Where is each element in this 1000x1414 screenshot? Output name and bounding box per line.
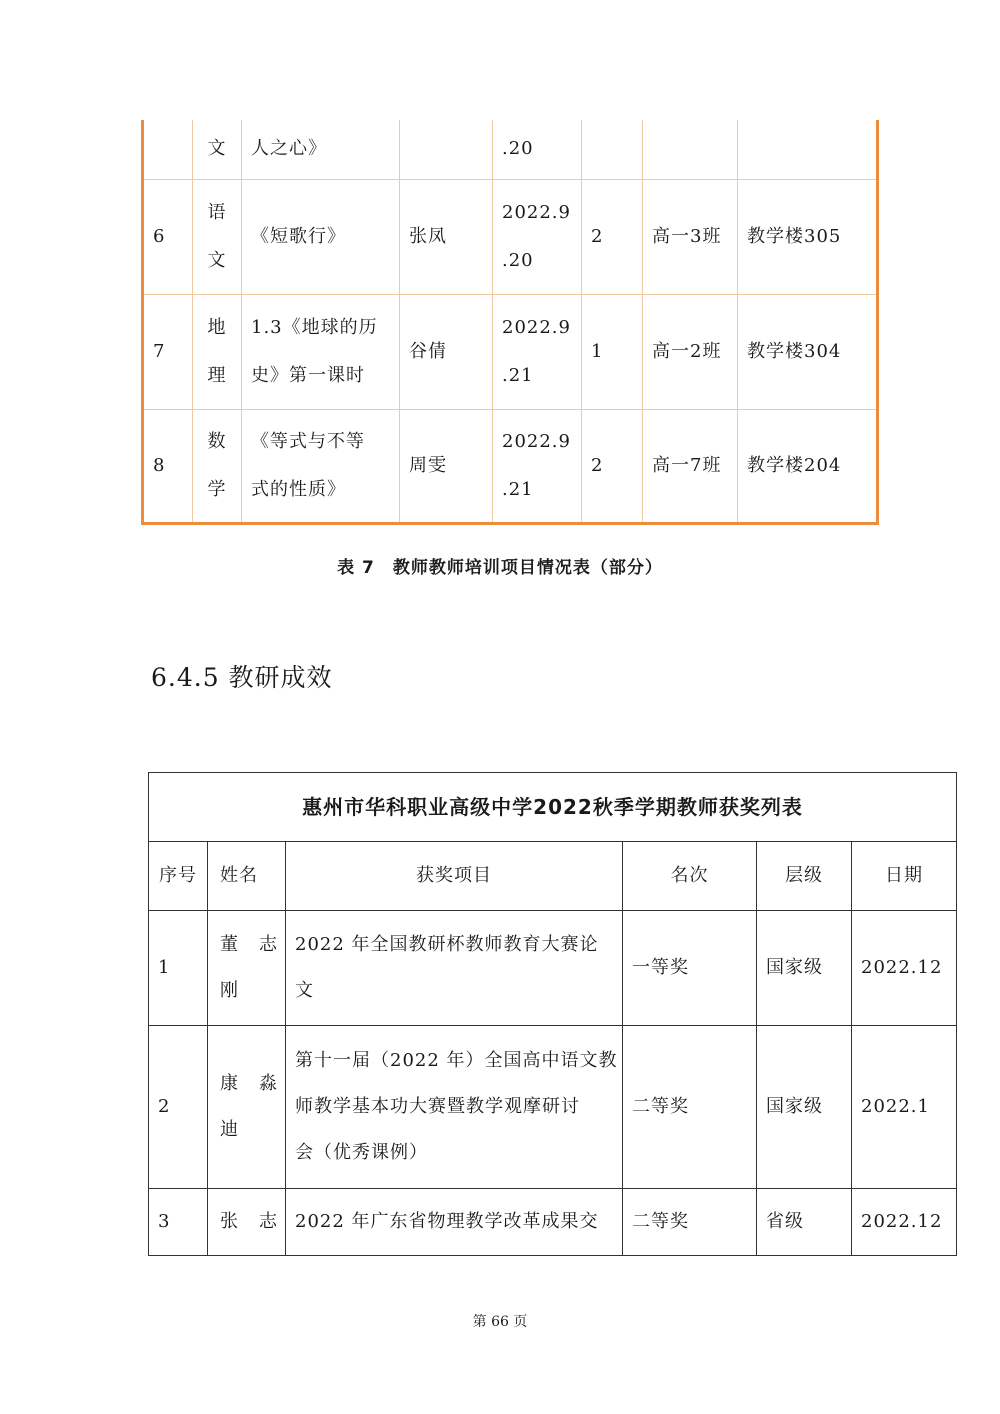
cell-title-line: 《等式与不等 (251, 430, 365, 452)
cell-project (286, 1026, 623, 1189)
cell-rank: 一等奖 (623, 911, 757, 1026)
column-header: 序号 (149, 842, 208, 911)
cell-teacher: 周雯 (400, 409, 493, 523)
cell-date (493, 179, 582, 294)
table-row (149, 1026, 957, 1189)
cell-date-line: .20 (502, 249, 534, 271)
cell-place: 教学楼204 (738, 409, 878, 523)
cell-title: 人之心》 (242, 120, 400, 179)
cell-project-line: 2022 年全国教研杯教师教育大赛论 (295, 934, 599, 955)
cell-teacher: 张凤 (400, 179, 493, 294)
awards-table (148, 772, 957, 1256)
cell-project (286, 911, 623, 1026)
cell-teacher (400, 120, 493, 179)
cell-project: 2022 年广东省物理教学改革成果交 (286, 1189, 623, 1256)
cell-subject (193, 409, 242, 523)
table-row (143, 120, 878, 179)
cell-no: 2 (149, 1026, 208, 1189)
cell-subject (193, 294, 242, 409)
cell-date-line: .21 (502, 364, 534, 386)
column-header: 日期 (852, 842, 957, 911)
cell-date (493, 409, 582, 523)
table-row (143, 179, 878, 294)
awards-header-row (149, 842, 957, 911)
cell-name-line: 迪 (220, 1119, 239, 1140)
cell-name (208, 911, 286, 1026)
cell-level: 国家级 (757, 911, 852, 1026)
cell-no: 7 (143, 294, 193, 409)
cell-class: 高一7班 (643, 409, 738, 523)
cell-subject-line: 文 (207, 249, 227, 271)
cell-place (738, 120, 878, 179)
column-header: 姓名 (208, 842, 286, 911)
cell-no: 6 (143, 179, 193, 294)
column-header: 名次 (623, 842, 757, 911)
cell-no: 8 (143, 409, 193, 523)
cell-date: 2022.1 (852, 1026, 957, 1189)
cell-title-line: 式的性质》 (251, 478, 346, 500)
section-heading: 6.4.5 教研成效 (151, 663, 333, 692)
cell-name (208, 1189, 286, 1256)
column-header: 层级 (757, 842, 852, 911)
cell-class: 高一3班 (643, 179, 738, 294)
cell-title (242, 409, 400, 523)
page-number: 第 66 页 (472, 1314, 528, 1330)
cell-period: 2 (582, 179, 643, 294)
cell-date: 2022.12 (852, 1189, 957, 1256)
cell-title: 《短歌行》 (242, 179, 400, 294)
table-row (143, 294, 878, 409)
column-header: 获奖项目 (286, 842, 623, 911)
cell-title-line: 史》第一课时 (251, 364, 365, 386)
cell-rank: 二等奖 (623, 1189, 757, 1256)
cell-subject (193, 179, 242, 294)
cell-name-line: 张 志 (220, 1211, 278, 1232)
cell-class (643, 120, 738, 179)
cell-period: 1 (582, 294, 643, 409)
cell-period: 2 (582, 409, 643, 523)
cell-name-line: 刚 (220, 980, 239, 1001)
cell-date: 2022.12 (852, 911, 957, 1026)
cell-date-line: 2022.9 (502, 316, 571, 338)
cell-level: 省级 (757, 1189, 852, 1256)
cell-date-line: 2022.9 (502, 430, 571, 452)
cell-project-line: 师教学基本功大赛暨教学观摩研讨 (295, 1096, 580, 1117)
cell-class: 高一2班 (643, 294, 738, 409)
cell-no (143, 120, 193, 179)
cell-date-line: .21 (502, 478, 534, 500)
cell-no: 1 (149, 911, 208, 1026)
cell-name-line: 康 淼 (220, 1073, 278, 1094)
awards-title: 惠州市华科职业高级中学2022秋季学期教师获奖列表 (149, 773, 957, 842)
cell-place: 教学楼304 (738, 294, 878, 409)
cell-level: 国家级 (757, 1026, 852, 1189)
cell-subject-line: 学 (207, 478, 227, 500)
table-row (149, 1189, 957, 1256)
cell-date-line: 2022.9 (502, 201, 571, 223)
cell-date (493, 294, 582, 409)
cell-name-line: 董 志 (220, 934, 278, 955)
awards-title-row (149, 773, 957, 842)
cell-subject-line: 语 (207, 201, 227, 223)
cell-project-line: 会（优秀课例） (295, 1142, 428, 1163)
training-table (141, 120, 879, 525)
cell-subject: 文 (193, 120, 242, 179)
cell-project-line: 文 (295, 980, 314, 1001)
cell-subject-line: 数 (207, 430, 227, 452)
cell-subject-line: 理 (207, 364, 227, 386)
cell-teacher: 谷倩 (400, 294, 493, 409)
cell-no: 3 (149, 1189, 208, 1256)
cell-name (208, 1026, 286, 1189)
cell-period (582, 120, 643, 179)
cell-title-line: 1.3《地球的历 (251, 316, 378, 338)
cell-project-line: 第十一届（2022 年）全国高中语文教 (295, 1050, 618, 1071)
table-row (143, 409, 878, 523)
table-row (149, 911, 957, 1026)
cell-place: 教学楼305 (738, 179, 878, 294)
cell-subject-line: 地 (207, 316, 227, 338)
cell-rank: 二等奖 (623, 1026, 757, 1189)
cell-title (242, 294, 400, 409)
cell-date: .20 (493, 120, 582, 179)
table-caption: 表 7 教师教师培训项目情况表（部分） (337, 558, 663, 578)
